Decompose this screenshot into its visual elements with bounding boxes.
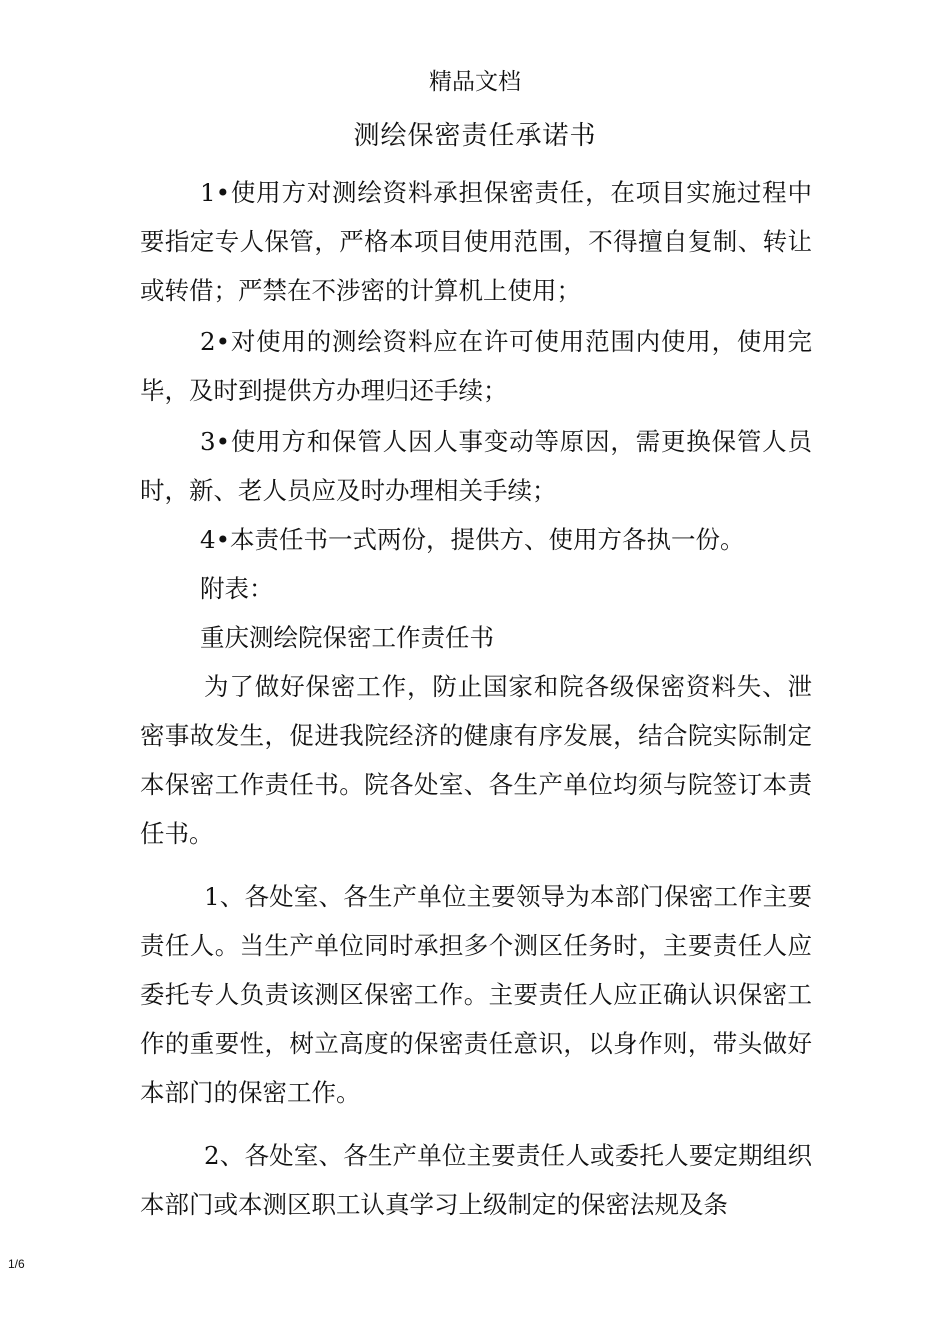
article-1: 1、各处室、各生产单位主要领导为本部门保密工作主要责任人。当生产单位同时承担多个测区任务时，主要责任人应委托专人负责该测区保密工作。主要责任人应正确认识保密工作的重要性，树立高度的保密责任意识，以身作则，带头做好本部门的保密工作。	[140, 882, 812, 1107]
page-number: 1/6	[8, 1257, 25, 1271]
clause-4: 4•本责任书一式两份，提供方、使用方各执一份。	[200, 525, 745, 554]
clause-3: 3•使用方和保管人因人事变动等原因，需更换保管人员时，新、老人员应及时办理相关手续；	[140, 427, 812, 505]
clause-2: 2•对使用的测绘资料应在许可使用范围内使用，使用完毕，及时到提供方办理归还手续；	[140, 327, 812, 405]
intro-paragraph: 为了做好保密工作，防止国家和院各级保密资料失、泄密事故发生，促进我院经济的健康有序发展，结合院实际制定本保密工作责任书。院各处室、各生产单位均须与院签订本责任书。	[140, 672, 812, 848]
clause-1: 1•使用方对测绘资料承担保密责任，在项目实施过程中要指定专人保管，严格本项目使用范围，不得擅自复制、转让或转借；严禁在不涉密的计算机上使用；	[140, 178, 812, 305]
article-2: 2、各处室、各生产单位主要责任人或委托人要定期组织本部门或本测区职工认真学习上级制定的保密法规及条	[140, 1141, 812, 1219]
document-title: 测绘保密责任承诺书	[353, 121, 597, 151]
appendix-title: 重庆测绘院保密工作责任书	[200, 623, 494, 652]
document-body	[140, 168, 812, 1229]
appendix-label: 附表：	[200, 574, 274, 603]
page-header: 精品文档	[429, 69, 521, 95]
